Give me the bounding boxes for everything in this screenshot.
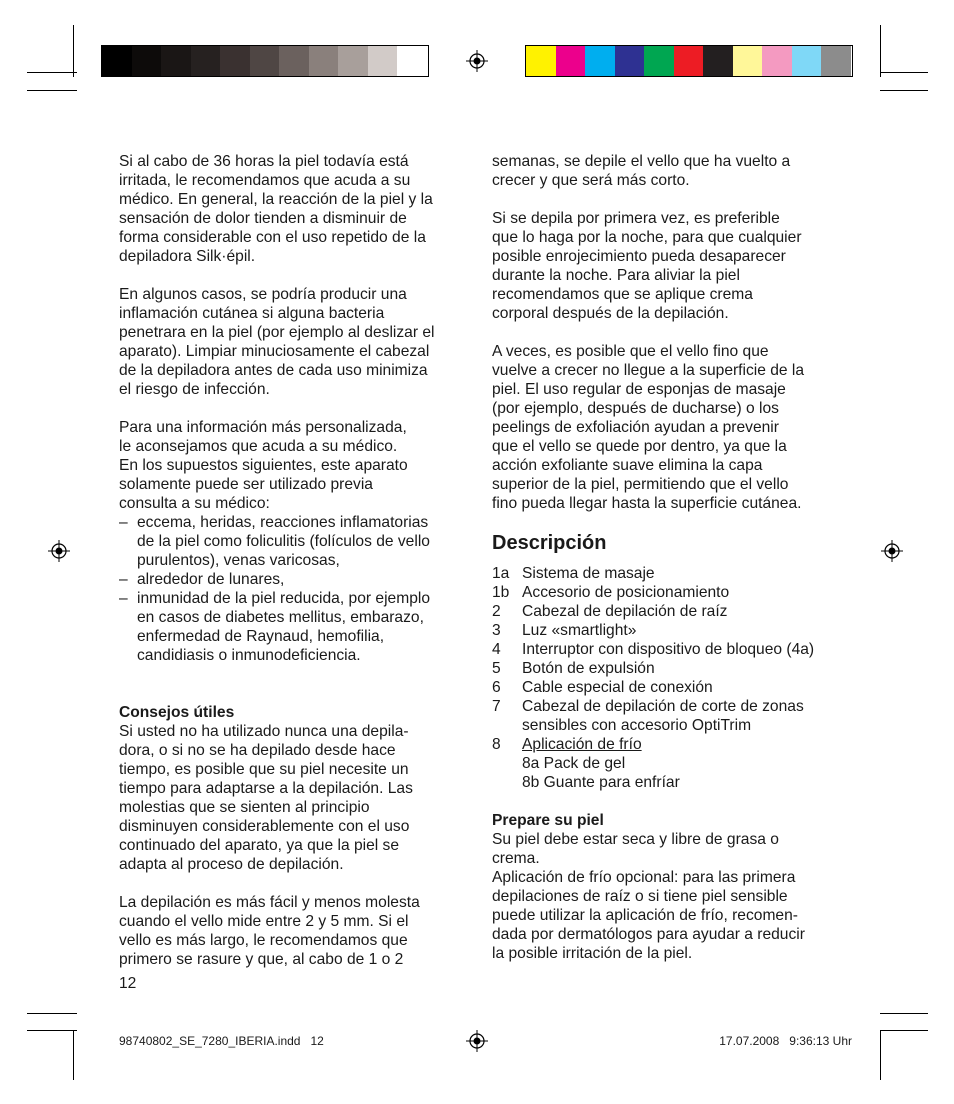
crop-mark [73, 1030, 74, 1080]
paragraph: Si se depila por primera vez, es preferible que lo haga por la noche, para que cualquier posible enrojecimiento pueda desaparecer durante la noche. Para aliviar la piel recomendamos que se aplique crema corporal después de la depilación. [492, 210, 802, 322]
color-swatch [615, 46, 645, 76]
parts-list-item [492, 621, 837, 640]
paragraph: A veces, es posible que el vello fino que vuelve a crecer no llegue a la superficie de la piel. El uso regular de esponjas de masaje (por ejemplo, después de ducharse) o los peelings de exfoliación ayudan a prevenir que el vello se quede por dentro, ya que la acción exfoliante suave elimina la capa superior de la piel, permitiendo que el vello fino pueda llegar hasta la superficie cutánea. [492, 343, 805, 512]
color-swatch [556, 46, 586, 76]
footer-file-info: 98740802_SE_7280_IBERIA.indd 12 [119, 1034, 324, 1048]
right-column [492, 152, 837, 963]
crop-mark [880, 1013, 928, 1014]
left-column [119, 152, 464, 969]
parts-list-item [492, 678, 837, 697]
paragraph: Si usted no ha utilizado nunca una depila- dora, o si no se ha depilado desde hace tiempo, es posible que su piel necesite un tiempo para adaptarse a la depilación. Las molestias que se sienten al principio disminuyen considerablemente con el uso continuado del aparato, ya que la piel se adapta al proceso de depilación. [119, 723, 413, 873]
list-item-text: inmunidad de la piel reducida, por ejemplo en casos de diabetes mellitus, embarazo, enfermedad de Raynaud, hemofilia, candidiasis o inmunodeficiencia. [137, 590, 430, 664]
color-swatch [338, 46, 368, 76]
color-swatch [526, 46, 556, 76]
color-swatch [585, 46, 615, 76]
color-swatch [309, 46, 339, 76]
subpart-item: 8a Pack de gel [522, 755, 626, 772]
color-swatch [674, 46, 704, 76]
grayscale-color-bar [101, 45, 429, 77]
color-swatch [644, 46, 674, 76]
color-swatch [368, 46, 398, 76]
paragraph: La depilación es más fácil y menos molesta cuando el vello mide entre 2 y 5 mm. Si el vello es más largo, le recomendamos que primero se rasure y que, al cabo de 1 o 2 [119, 894, 420, 968]
footer-timestamp: 17.07.2008 9:36:13 Uhr [719, 1034, 852, 1048]
color-swatch [102, 46, 132, 76]
part-number: 3 [492, 622, 501, 639]
subpart-item: 8b Guante para enfríar [522, 774, 680, 791]
paragraph: Si al cabo de 36 horas la piel todavía está irritada, le recomendamos que acuda a su médico. En general, la reacción de la piel y la sensación de dolor tienden a disminuir de forma considerable con el uso repetido de la depiladora Silk·épil. [119, 153, 433, 265]
parts-list-item [492, 583, 837, 602]
registration-mark-icon [881, 540, 903, 562]
dash-marker: – [119, 571, 128, 588]
crop-mark [73, 25, 74, 77]
list-item [119, 570, 464, 589]
color-swatch [733, 46, 763, 76]
color-swatch [821, 46, 851, 76]
part-number: 1a [492, 565, 510, 582]
registration-mark-icon [466, 1030, 488, 1052]
crop-mark [880, 72, 928, 73]
crop-mark [27, 1013, 77, 1014]
crop-mark [27, 90, 77, 91]
part-number: 8 [492, 736, 501, 753]
paragraph: Para una información más personalizada, le aconsejamos que acuda a su médico. En los supuestos siguientes, este aparato solamente puede ser utilizado previa consulta a su médico: [119, 419, 408, 512]
list-item-text: eccema, heridas, reacciones inflamatorias de la piel como foliculitis (folículos de vello purulentos), venas varicosas, [137, 514, 430, 569]
part-label: Accesorio de posicionamiento [522, 584, 730, 601]
registration-mark-icon [48, 540, 70, 562]
section-heading: Prepare su piel [492, 812, 604, 829]
parts-list-item [492, 640, 837, 659]
color-swatch [250, 46, 280, 76]
crop-mark [27, 1030, 77, 1031]
color-swatch [132, 46, 162, 76]
color-swatch [161, 46, 191, 76]
part-number: 2 [492, 603, 501, 620]
parts-list-item [492, 697, 837, 735]
color-swatch [191, 46, 221, 76]
color-swatch [397, 46, 427, 76]
list-item-text: alrededor de lunares, [137, 571, 285, 588]
part-label: Cable especial de conexión [522, 679, 713, 696]
registration-mark-icon [466, 50, 488, 72]
color-swatch [762, 46, 792, 76]
part-number: 5 [492, 660, 501, 677]
crop-mark [880, 1030, 881, 1080]
paragraph: En algunos casos, se podría producir una inflamación cutánea si alguna bacteria penetrara en la piel (por ejemplo al deslizar el aparato). Limpiar minuciosamente el cabezal de la depiladora antes de cada uso minimiza el riesgo de infección. [119, 286, 435, 398]
parts-list-item [492, 564, 837, 583]
dash-marker: – [119, 590, 128, 607]
crop-mark [27, 72, 77, 73]
crop-mark [880, 90, 928, 91]
parts-list-item [492, 602, 837, 621]
part-number: 7 [492, 698, 501, 715]
parts-list-item [492, 735, 837, 754]
color-swatch [792, 46, 822, 76]
section-heading: Consejos útiles [119, 704, 235, 721]
part-label: Aplicación de frío [522, 736, 642, 753]
part-number: 4 [492, 641, 501, 658]
dash-marker: – [119, 514, 128, 531]
paragraph: Aplicación de frío opcional: para las primera depilaciones de raíz o si tiene piel sensible puede utilizar la aplicación de frío, recomen- dada por dermatólogos para ayudar a reducir la posible irritación de la piel. [492, 869, 805, 962]
list-item [119, 589, 464, 665]
paragraph: semanas, se depile el vello que ha vuelto a crecer y que será más corto. [492, 153, 791, 189]
part-number: 6 [492, 679, 501, 696]
color-swatch [703, 46, 733, 76]
crop-mark [880, 1030, 928, 1031]
parts-list-item [492, 659, 837, 678]
part-label: Cabezal de depilación de raíz [522, 603, 728, 620]
part-number: 1b [492, 584, 510, 601]
parts-list [492, 564, 837, 754]
process-color-bar [525, 45, 853, 77]
color-swatch [279, 46, 309, 76]
part-label: Interruptor con dispositivo de bloqueo (4a) [522, 641, 815, 658]
part-label: Sistema de masaje [522, 565, 655, 582]
section-heading: Descripción [492, 532, 607, 554]
part-label: Cabezal de depilación de corte de zonas sensibles con accesorio OptiTrim [522, 698, 804, 734]
paragraph: Su piel debe estar seca y libre de grasa o crema. [492, 831, 779, 867]
color-swatch [220, 46, 250, 76]
crop-mark [880, 25, 881, 77]
part-label: Luz «smartlight» [522, 622, 637, 639]
part-label: Botón de expulsión [522, 660, 655, 677]
list-item [119, 513, 464, 570]
page-number: 12 [119, 975, 137, 992]
